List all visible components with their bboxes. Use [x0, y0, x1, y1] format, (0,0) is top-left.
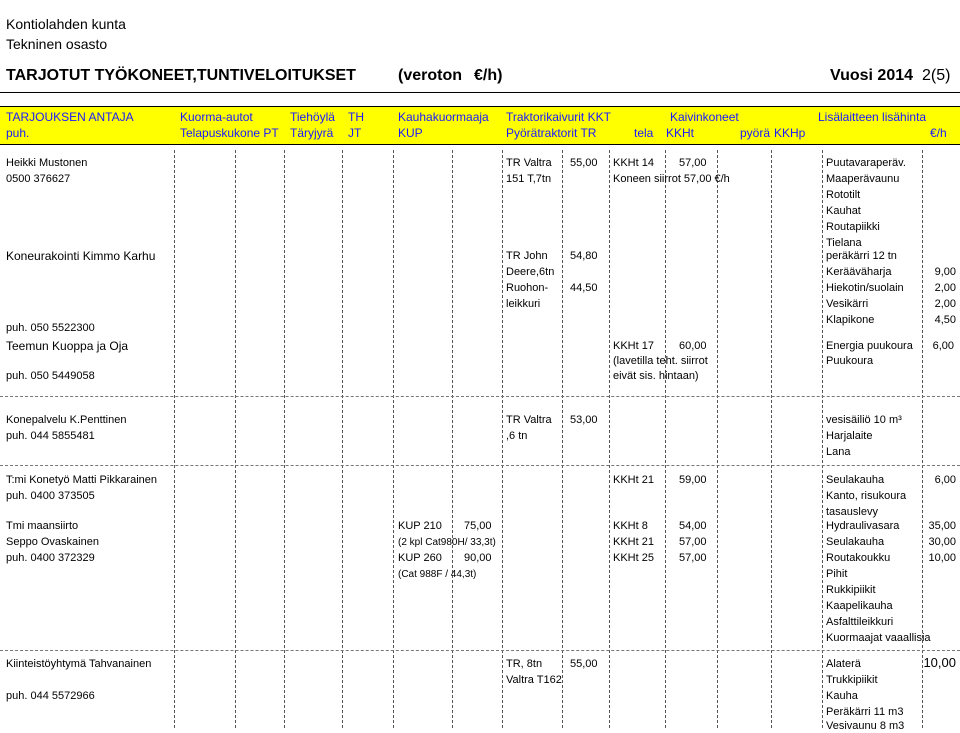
offerer-phone: puh. 0400 372329 [6, 552, 95, 564]
tractor-model-detail: Ruohon- [506, 282, 549, 294]
attachment-price: 6,00 [934, 474, 956, 486]
tractor-model-detail: ,6 tn [506, 430, 528, 442]
column-separator [284, 150, 285, 728]
mower-price: 44,50 [570, 282, 598, 294]
attachment: Energia puukoura [826, 340, 913, 352]
column-separator [342, 150, 343, 728]
header-wheel-tractors: Pyörätraktorit TR [506, 126, 597, 140]
title-rule [0, 92, 960, 93]
org-department: Tekninen osasto [6, 36, 108, 52]
offerer-name: Tmi maansiirto [6, 520, 79, 532]
offerer-name: Heikki Mustonen [6, 157, 88, 169]
tractor-model-detail: leikkuri [506, 298, 541, 310]
attachment: Routapiikki [826, 221, 880, 233]
header-kkht: KKHt [666, 126, 695, 140]
attachment: Kuormaajat vaaallisia [826, 632, 931, 644]
header-loader: Kauhakuormaaja [398, 110, 489, 124]
excavator-price: 57,00 [679, 536, 707, 548]
year-label: Vuosi 2014 [830, 67, 914, 84]
tractor-model-detail: Deere,6tn [506, 266, 555, 278]
attachment: Klapikone [826, 314, 875, 326]
header-grader: Tiehöylä [290, 110, 335, 124]
attachment: Tielana [826, 237, 862, 249]
excavator-model: KKHt 14 [613, 157, 654, 169]
excavator-price: 54,00 [679, 520, 707, 532]
header-eur-per-hour: €/h [930, 126, 947, 140]
offerer-phone: 0500 376627 [6, 173, 71, 185]
column-separator [174, 150, 175, 728]
header-bulldozer: Telapuskukone PT [180, 126, 279, 140]
header-excavators: Kaivinkoneet [670, 110, 739, 124]
attachment: Alaterä [826, 658, 861, 670]
tractor-model-detail: 151 T,7tn [506, 173, 552, 185]
loader-price: 90,00 [464, 552, 492, 564]
excavator-price: 60,00 [679, 340, 707, 352]
offerer-name: Konepalvelu K.Penttinen [6, 414, 127, 426]
attachment: Seulakauha [826, 474, 885, 486]
row-separator [0, 465, 960, 466]
attachment-price: 10,00 [923, 655, 956, 670]
header-th: TH [348, 110, 364, 124]
excavator-model: KKHt 8 [613, 520, 648, 532]
attachment: Puukoura [826, 355, 874, 367]
excavator-price: 57,00 [679, 157, 707, 169]
column-separator [393, 150, 394, 728]
attachment: Hydraulivasara [826, 520, 900, 532]
offerer-name: Teemun Kuoppa ja Oja [6, 339, 129, 353]
header-bottom-rule [0, 144, 960, 145]
offerer-phone: puh. 0400 373505 [6, 490, 95, 502]
tractor-model: TR Valtra [506, 414, 552, 426]
tractor-price: 53,00 [570, 414, 598, 426]
attachment: Vesivaunu 8 m3 [826, 720, 905, 732]
attachment: Pihit [826, 568, 848, 580]
tractor-model-detail: Valtra T162 [506, 674, 562, 686]
offerer-name: Kiinteistöyhtymä Tahvanainen [6, 658, 152, 670]
header-roller: Täryjyrä [290, 126, 334, 140]
loader-note: (Cat 988F / 44,3t) [398, 569, 477, 580]
attachment-price: 9,00 [934, 266, 956, 278]
attachment: Kaapelikauha [826, 600, 893, 612]
header-kkhp: KKHp [774, 126, 806, 140]
column-separator [771, 150, 772, 728]
attachment: Trukkipiikit [826, 674, 878, 686]
attachment: Kanto, risukoura [826, 490, 907, 502]
transfer-note: eivät sis. hintaan) [613, 370, 699, 382]
header-top-rule [0, 106, 960, 107]
attachment: Peräkärri 11 m3 [826, 706, 904, 718]
attachment: Kauha [826, 690, 858, 702]
header-jt: JT [348, 126, 362, 140]
tractor-model: TR John [506, 250, 548, 262]
column-separator [502, 150, 503, 728]
header-offerer: TARJOUKSEN ANTAJA [6, 110, 134, 124]
offerer-name: Koneurakointi Kimmo Karhu [6, 249, 156, 263]
attachment: Vesikärri [826, 298, 869, 310]
loader-price: 75,00 [464, 520, 492, 532]
attachment: Harjalaite [826, 430, 873, 442]
transfer-note: Koneen siirrot 57,00 €/h [613, 173, 730, 185]
header-track: tela [634, 126, 654, 140]
column-separator [235, 150, 236, 728]
offerer-phone: puh. 050 5522300 [6, 322, 95, 334]
tractor-price: 54,80 [570, 250, 598, 262]
offerer-phone: puh. 044 5572966 [6, 690, 95, 702]
loader-note: (2 kpl Cat980H/ 33,3t) [398, 537, 496, 548]
attachment-price: 2,00 [934, 282, 956, 294]
column-separator [822, 150, 823, 728]
attachment: Puutavaraperäv. [826, 157, 906, 169]
attachment-price: 30,00 [928, 536, 956, 548]
header-kup: KUP [398, 126, 423, 140]
attachment: Maaperävaunu [826, 173, 900, 185]
tractor-price: 55,00 [570, 658, 598, 670]
org-name: Kontiolahden kunta [6, 16, 126, 32]
row-separator [0, 650, 960, 651]
attachment: Lana [826, 446, 851, 458]
page-number: 2(5) [922, 67, 951, 84]
offerer-phone: puh. 044 5855481 [6, 430, 95, 442]
attachment-price: 4,50 [934, 314, 956, 326]
attachment: tasauslevy [826, 506, 878, 518]
column-separator [452, 150, 453, 728]
header-trucks: Kuorma-autot [180, 110, 253, 124]
attachment: Kerääväharja [826, 266, 892, 278]
attachment: Seulakauha [826, 536, 885, 548]
unit-note: €/h) [474, 67, 503, 84]
attachment: peräkärri 12 tn [826, 250, 897, 262]
tractor-model: TR, 8tn [506, 658, 543, 670]
tractor-model: TR Valtra [506, 157, 552, 169]
transfer-note: (lavetilla teht. siirrot [613, 355, 708, 367]
offerer-phone: puh. 050 5449058 [6, 370, 95, 382]
excavator-price: 57,00 [679, 552, 707, 564]
attachment-price: 6,00 [932, 340, 954, 352]
column-separator [717, 150, 718, 728]
excavator-price: 59,00 [679, 474, 707, 486]
row-separator [0, 396, 960, 397]
attachment: vesisäiliö 10 m³ [826, 414, 902, 426]
offerer-contact: Seppo Ovaskainen [6, 536, 99, 548]
tractor-price: 55,00 [570, 157, 598, 169]
vat-note: (veroton [398, 67, 462, 84]
excavator-model: KKHt 17 [613, 340, 654, 352]
excavator-model: KKHt 25 [613, 552, 654, 564]
attachment: Asfalttileikkuri [826, 616, 894, 628]
header-phone: puh. [6, 126, 30, 140]
header-attachment-price: Lisälaitteen lisähinta [818, 110, 927, 124]
header-wheel: pyörä [740, 126, 771, 140]
attachment: Hiekotin/suolain [826, 282, 904, 294]
column-separator [665, 150, 666, 728]
attachment: Routakoukku [826, 552, 891, 564]
loader-model: KUP 210 [398, 520, 442, 532]
attachment: Rukkipiikit [826, 584, 876, 596]
attachment-price: 10,00 [928, 552, 956, 564]
excavator-model: KKHt 21 [613, 536, 654, 548]
offerer-name: T:mi Konetyö Matti Pikkarainen [6, 474, 158, 486]
header-tractor-excavators: Traktorikaivurit KKT [506, 110, 611, 124]
column-separator [562, 150, 563, 728]
attachment-price: 2,00 [934, 298, 956, 310]
excavator-model: KKHt 21 [613, 474, 654, 486]
attachment-price: 35,00 [928, 520, 956, 532]
loader-model: KUP 260 [398, 552, 442, 564]
attachment: Rototilt [826, 189, 861, 201]
attachment: Kauhat [826, 205, 861, 217]
page-title: TARJOTUT TYÖKONEET,TUNTIVELOITUKSET [6, 67, 356, 84]
column-separator [609, 150, 610, 728]
